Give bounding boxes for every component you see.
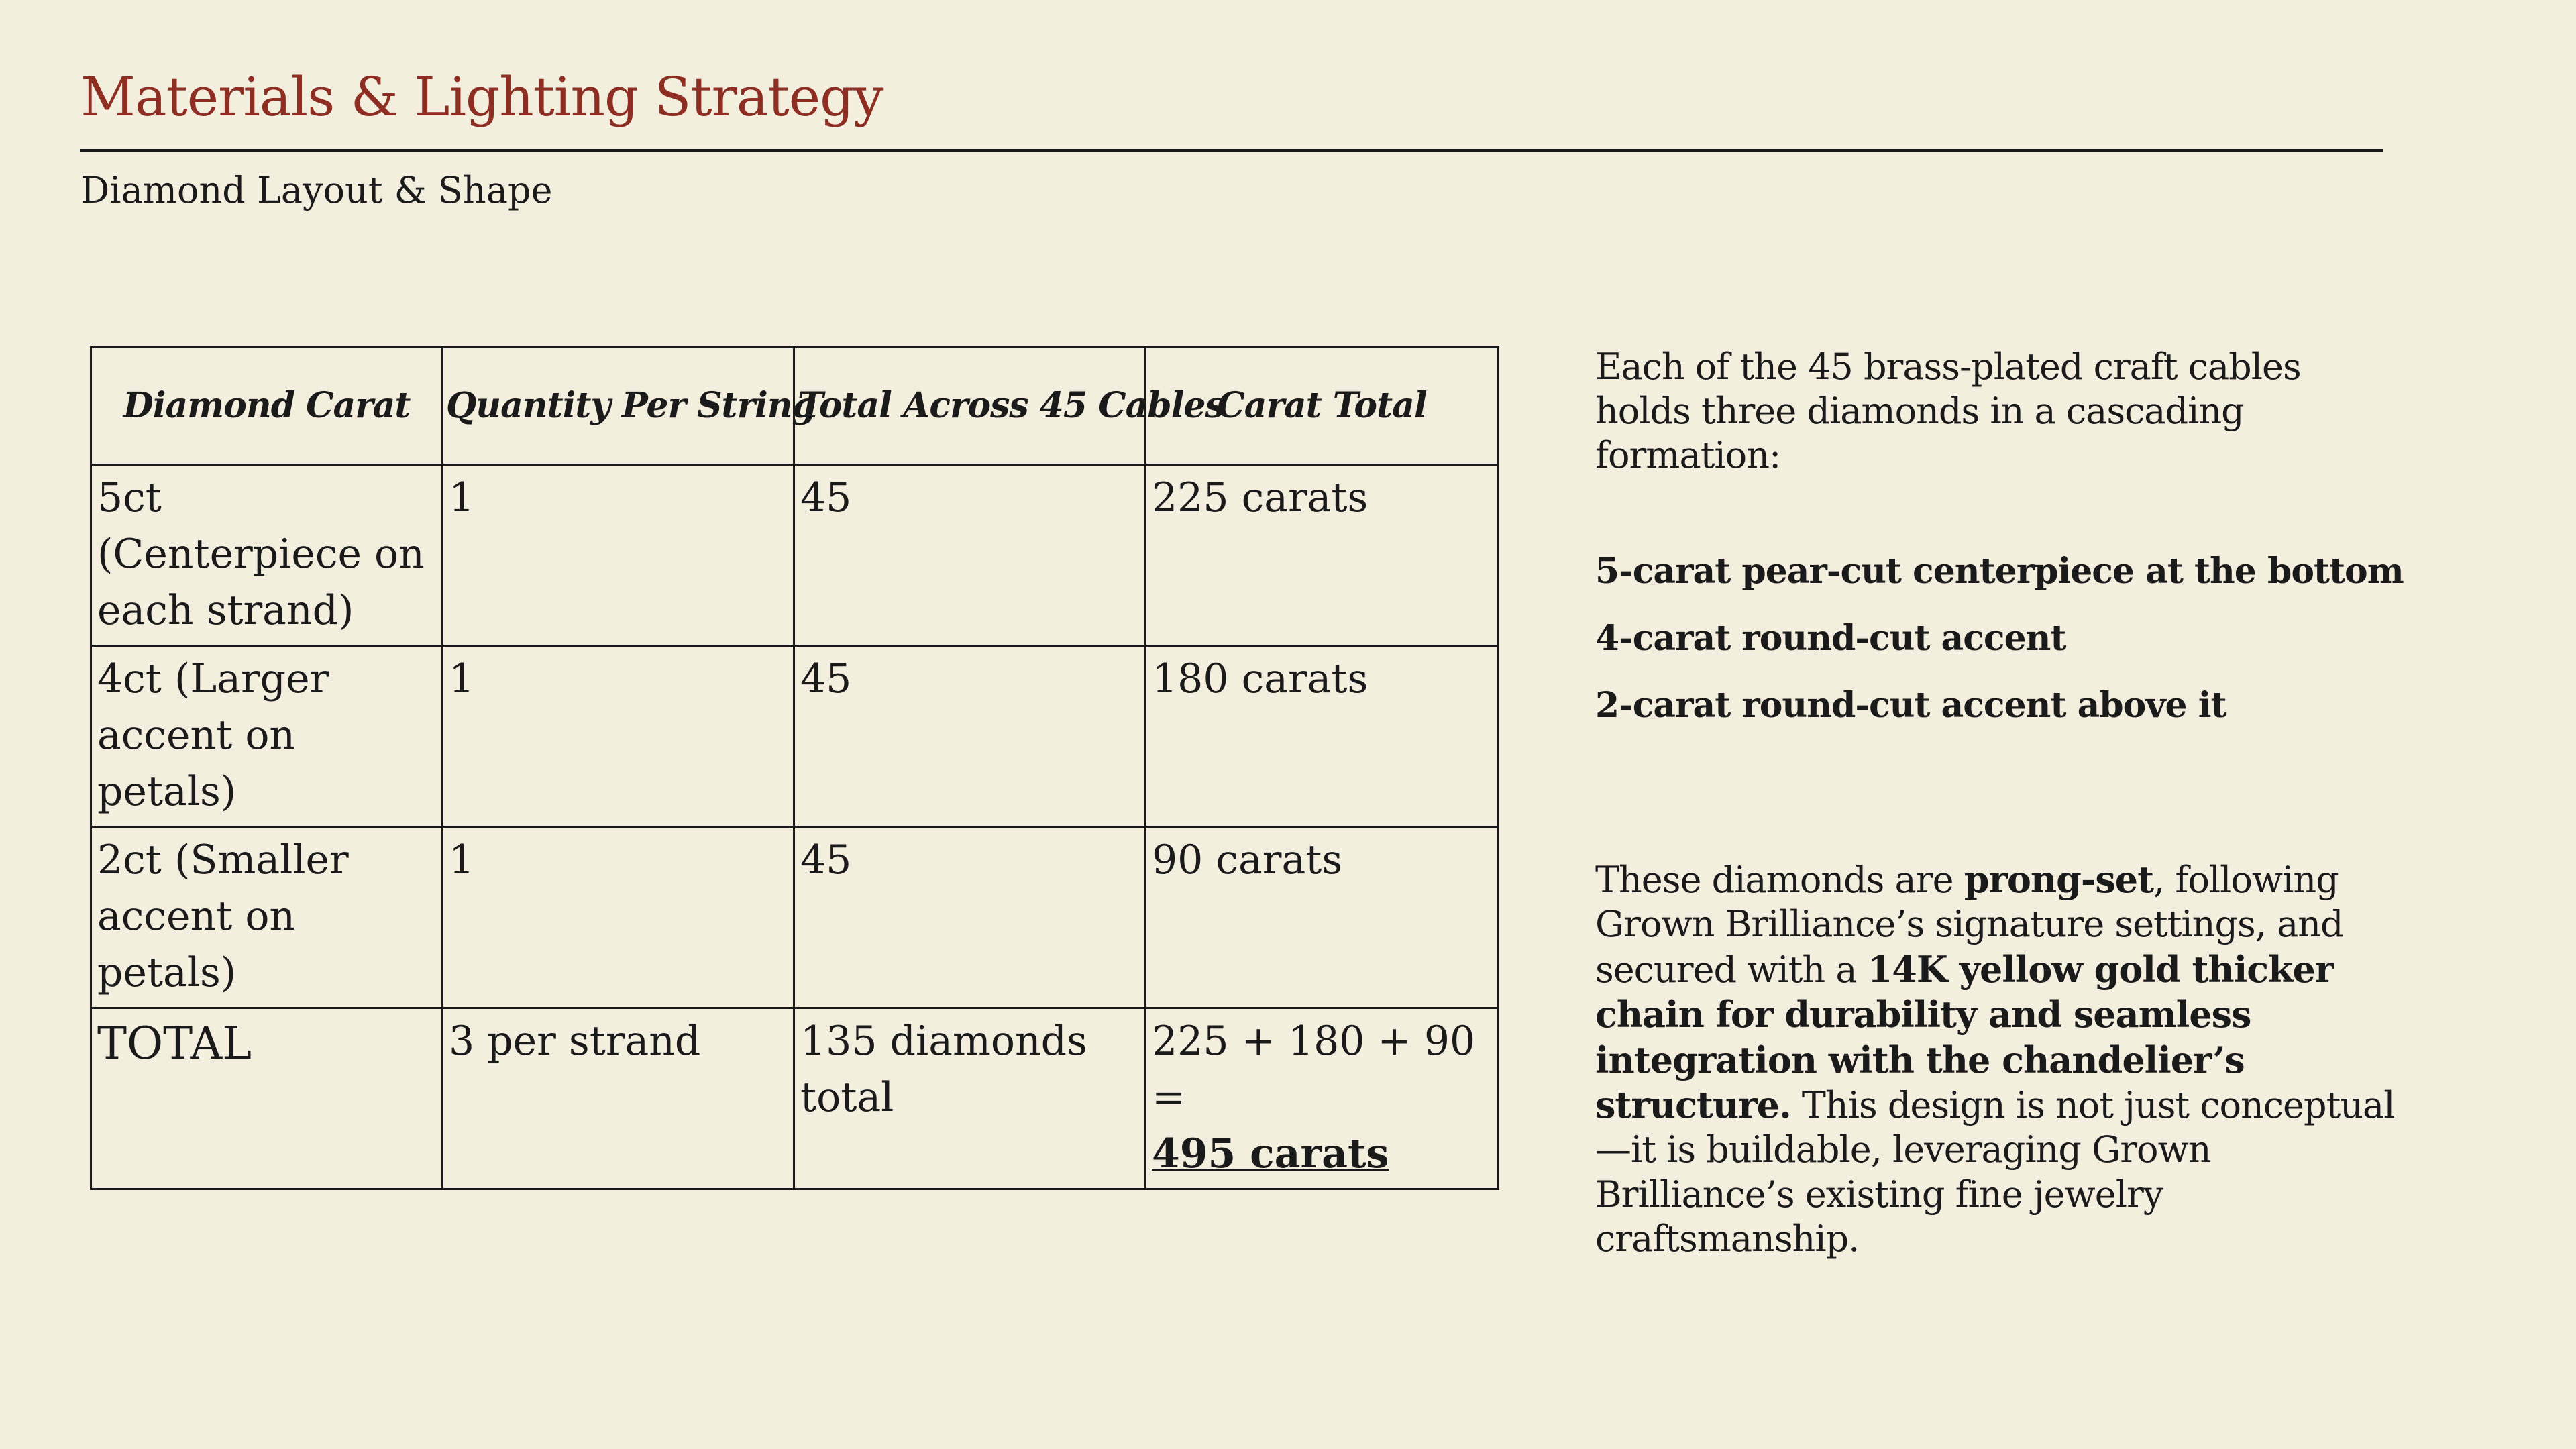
para-text: These diamonds are (1595, 859, 1964, 901)
header-total-across-cables: Total Across 45 Cables (794, 347, 1146, 465)
para-bold-chain: 14K yellow gold thicker chain for durability and seamless integration with the chandelier’s structure. (1595, 947, 2334, 1127)
cell-quantity: 1 (443, 827, 794, 1008)
cell-total-across: 45 (794, 646, 1146, 827)
cell-diamond-carat: 4ct (Larger accent on petals) (91, 646, 443, 827)
cell-quantity: 1 (443, 646, 794, 827)
list-item: 5-carat pear-cut centerpiece at the bottom (1595, 551, 2404, 592)
table-row (91, 646, 1499, 827)
title-divider (80, 149, 2383, 152)
cell-quantity: 1 (443, 465, 794, 646)
table-total-row (91, 1008, 1499, 1189)
header-quantity-per-string: Quantity Per String (443, 347, 794, 465)
list-item: 4-carat round-cut accent (1595, 618, 2066, 659)
sum-result: 495 carats (1152, 1130, 1389, 1177)
cell-total-across: 45 (794, 465, 1146, 646)
diamond-table (90, 346, 1499, 1190)
table-header-row (91, 347, 1499, 465)
intro-block (1595, 345, 2400, 478)
cell-total-across: 135 diamonds total (794, 1008, 1146, 1189)
table-row (91, 827, 1499, 1008)
cell-carat-total: 180 carats (1146, 646, 1499, 827)
cell-total-label: TOTAL (91, 1008, 443, 1189)
list-item: 2-carat round-cut accent above it (1595, 685, 2226, 726)
para-text: This design is not just conceptual—it is buildable, leveraging Grown Brilliance’s existing fine jewelry craftsmanship. (1595, 1084, 2395, 1260)
cell-total-carats (1146, 1008, 1499, 1189)
header-diamond-carat: Diamond Carat (91, 347, 443, 465)
header-carat-total: Carat Total (1146, 347, 1499, 465)
cell-carat-total: 90 carats (1146, 827, 1499, 1008)
description-paragraph (1595, 857, 2400, 1262)
diamond-list (1595, 545, 2440, 746)
cell-total-across: 45 (794, 827, 1146, 1008)
cell-total-quantity: 3 per strand (443, 1008, 794, 1189)
table-row (91, 465, 1499, 646)
sum-expression: 225 + 180 + 90 = (1152, 1018, 1476, 1121)
page-title: Materials & Lighting Strategy (80, 66, 883, 128)
cell-carat-total: 225 carats (1146, 465, 1499, 646)
para-bold-prong-set: prong-set (1964, 858, 2154, 901)
cell-diamond-carat: 5ct (Centerpiece on each strand) (91, 465, 443, 646)
cell-diamond-carat: 2ct (Smaller accent on petals) (91, 827, 443, 1008)
para-text: , following Grown Brilliance’s signature settings, and secured with a (1595, 859, 2343, 991)
page-subtitle: Diamond Layout & Shape (80, 169, 553, 211)
intro-text: Each of the 45 brass-plated craft cables holds three diamonds in a cascading formation: (1595, 345, 2301, 476)
